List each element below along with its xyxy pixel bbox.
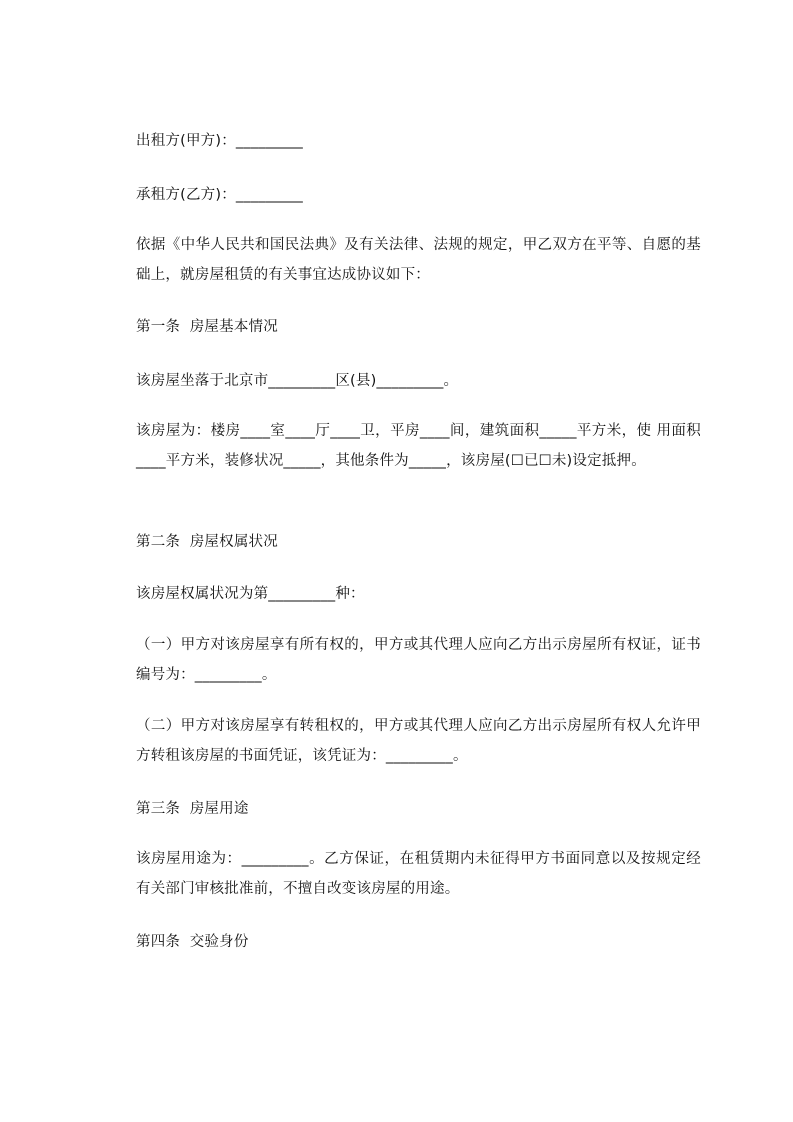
article2-item2: （二）甲方对该房屋享有转租权的，甲方或其代理人应向乙方出示房屋所有权人允许甲方转租该房屋的书面凭证，该凭证为：_________。 xyxy=(136,718,701,764)
article1-location: 该房屋坐落于北京市_________区(县)_________。 xyxy=(136,373,459,389)
article4-title: 第四条 交验身份 xyxy=(136,934,249,950)
article2-status: 该房屋权属状况为第_________种： xyxy=(136,586,365,602)
article3-title: 第三条 房屋用途 xyxy=(136,801,249,817)
lessee-line: 承租方(乙方)：_________ xyxy=(136,187,303,203)
article3-usage: 该房屋用途为：_________。乙方保证，在租赁期内未征得甲方书面同意以及按规定经有关部门审核批准前，不擅自改变该房屋的用途。 xyxy=(136,851,701,897)
article2-title: 第二条 房屋权属状况 xyxy=(136,534,278,550)
preamble-paragraph: 依据《中华人民共和国民法典》及有关法律、法规的规定，甲乙双方在平等、自愿的基础上，就房屋租赁的有关事宜达成协议如下： xyxy=(136,237,701,283)
lessor-line: 出租方(甲方)：_________ xyxy=(136,133,303,149)
article2-item1: （一）甲方对该房屋享有所有权的，甲方或其代理人应向乙方出示房屋所有权证，证书编号为：_________。 xyxy=(136,637,701,683)
article1-details: 该房屋为：楼房____室____厅____卫，平房____间，建筑面积_____平方米，使 用面积 ____平方米，装修状况_____，其他条件为_____，该房屋(☐已☐未)设定抵押。 xyxy=(136,423,701,469)
article1-title: 第一条 房屋基本情况 xyxy=(136,319,278,335)
